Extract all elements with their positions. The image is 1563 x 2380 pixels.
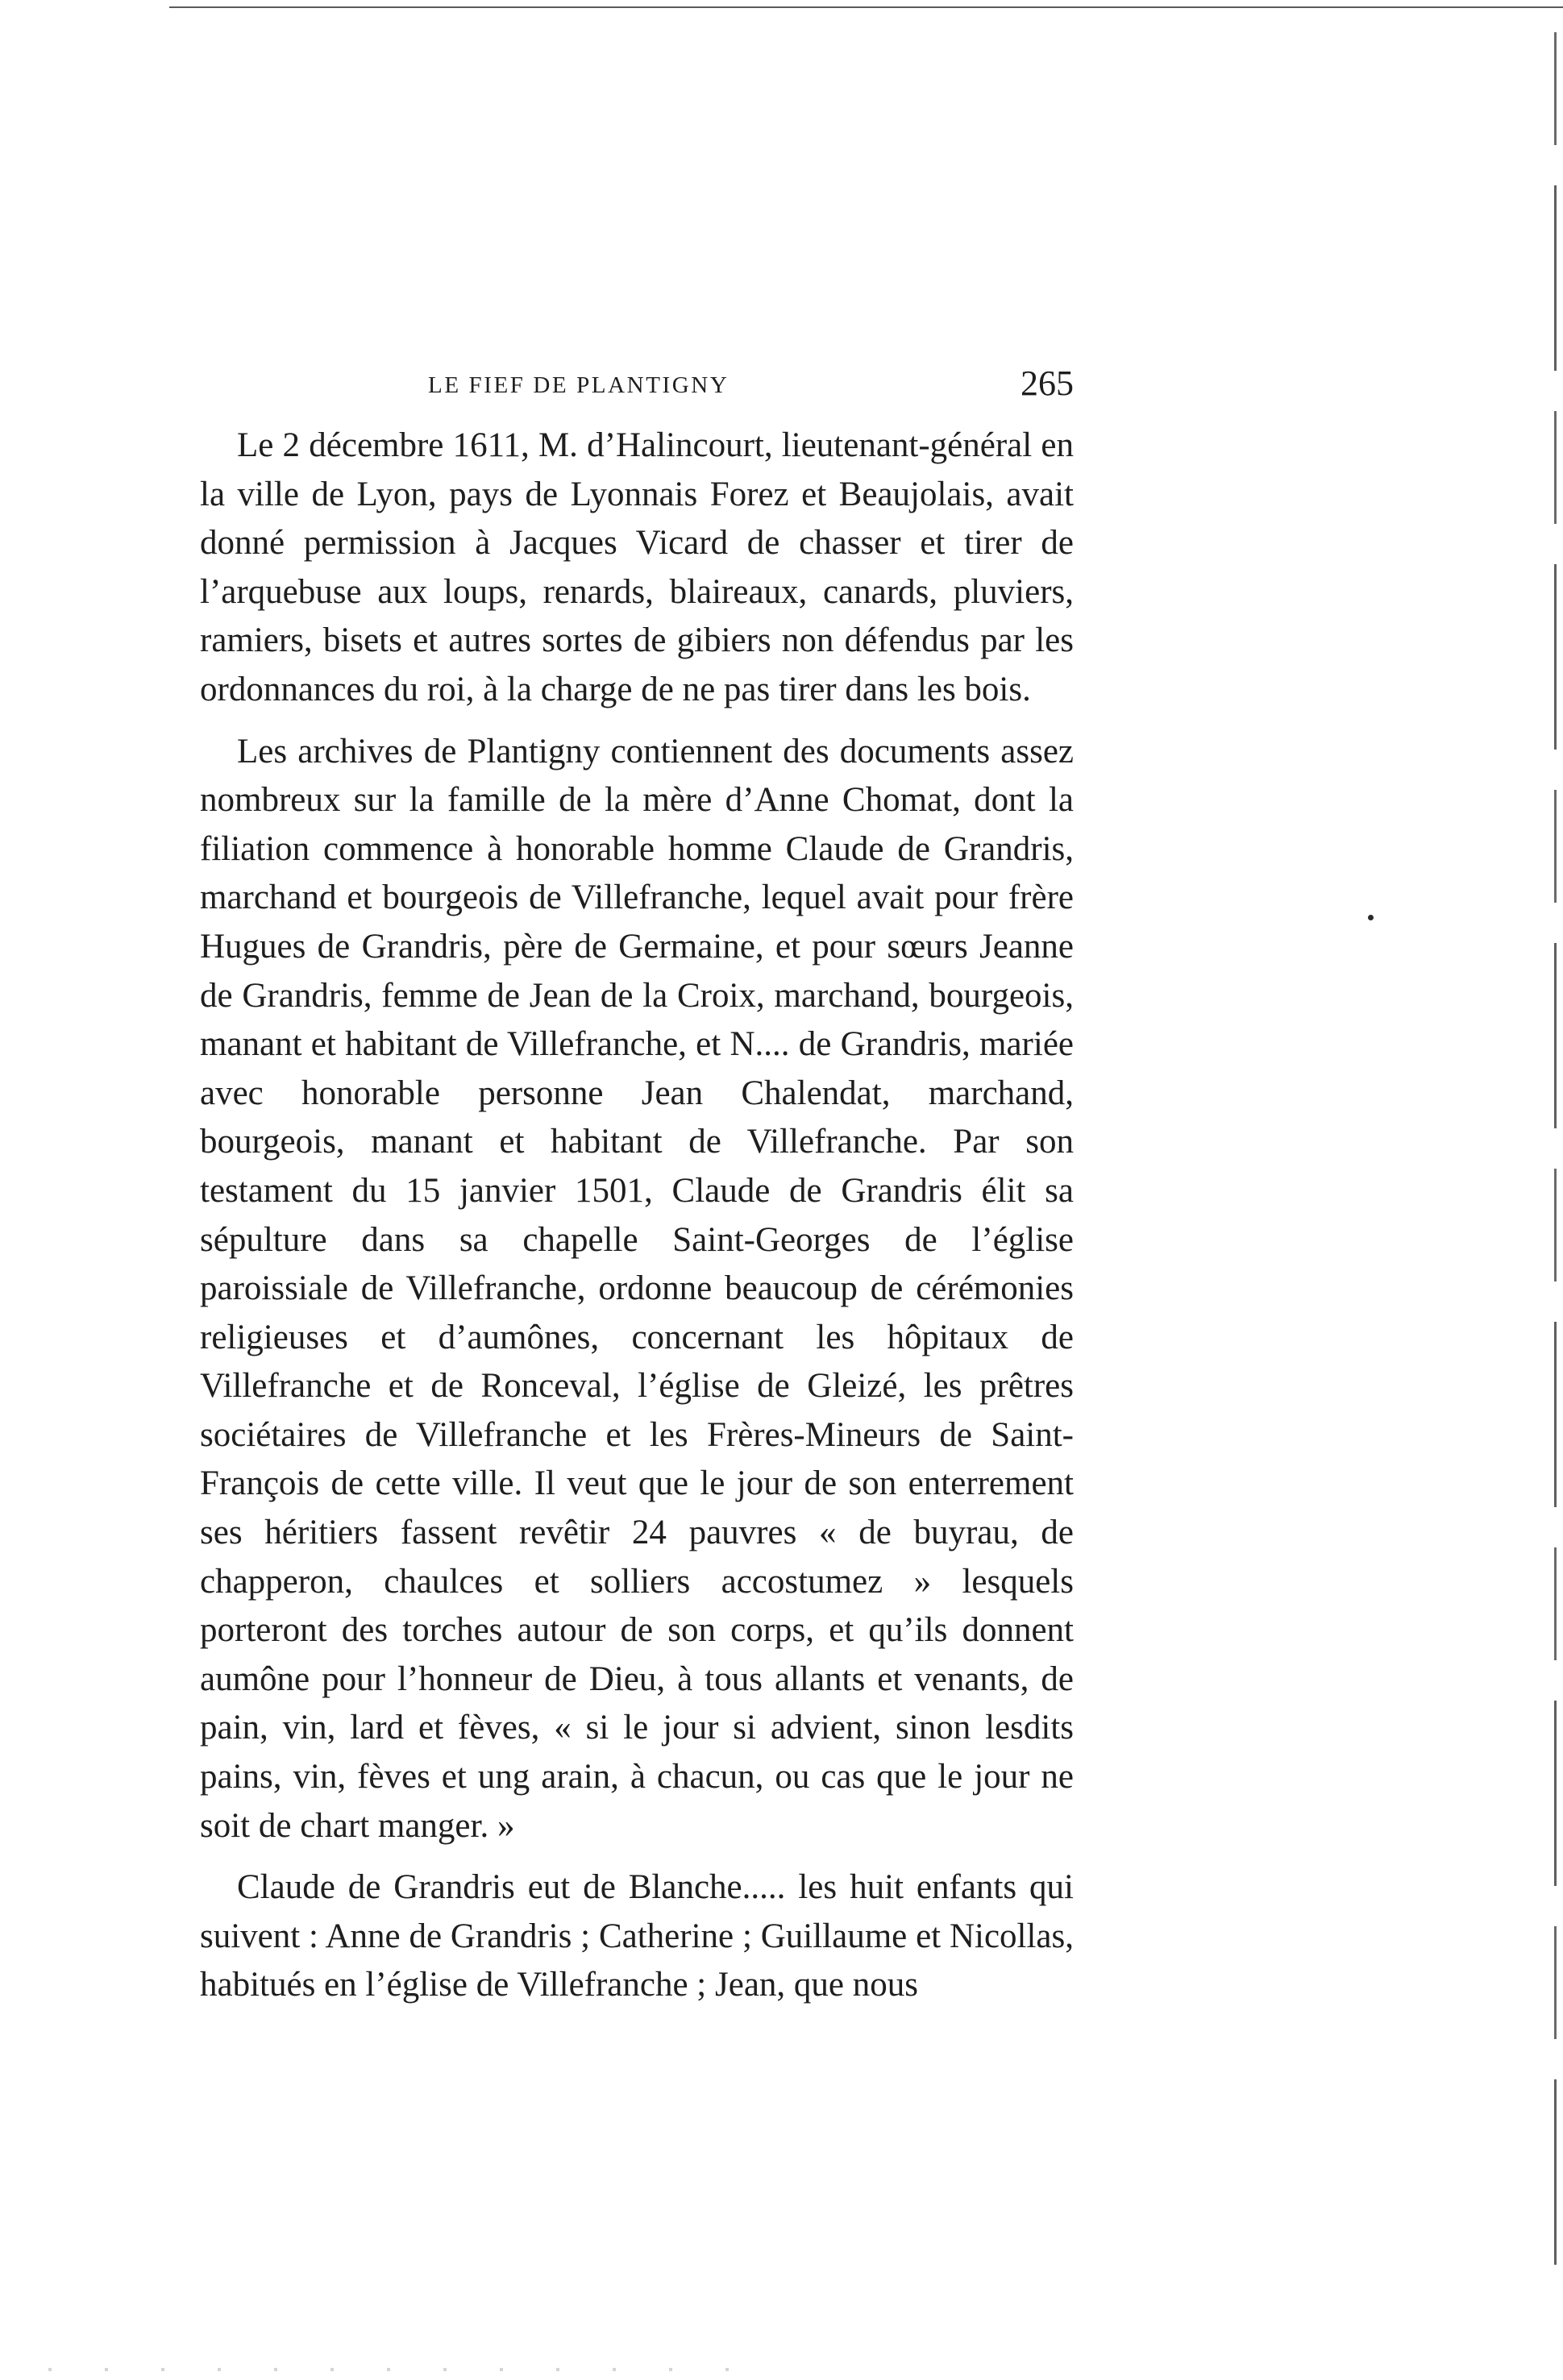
- page-number: 265: [1021, 363, 1074, 403]
- paragraph-3: Claude de Grandris eut de Blanche..... les huit enfants qui suivent : Anne de Grandris ; Catherine ; Guillaume et Nicollas, habitués en l’église de Villefranche ; Jean, que nous: [200, 1868, 1074, 2004]
- paragraph-1: Le 2 décembre 1611, M. d’Halincourt, lieutenant-général en la ville de Lyon, pays de Lyonnais Forez et Beaujolais, avait donné permission à Jacques Vicard de chasser et tirer de l’arquebuse aux loups, renards, blaireaux, canards, pluviers, ramiers, bisets et autres sortes de gibiers non défendus par les ordonnances du roi, à la charge de ne pas tirer dans les bois.: [200, 426, 1074, 708]
- running-header: [200, 363, 1074, 411]
- ink-speck: [1368, 915, 1374, 920]
- paragraph-2: Les archives de Plantigny contiennent des documents assez nombreux sur la famille de la mère d’Anne Chomat, dont la filiation commence à honorable homme Claude de Grandris, marchand et bourgeois de Villefranche, lequel avait pour frère Hugues de Grandris, père de Germaine, et pour sœurs Jeanne de Grandris, femme de Jean de la Croix, marchand, bourgeois, manant et habitant de Villefranche, et N.... de Grandris, mariée avec honorable personne Jean Chalendat, marchand, bourgeois, manant et habitant de Villefranche. Par son testament du 15 janvier 1501, Claude de Grandris élit sa sépulture dans sa chapelle Saint-Georges de l’église paroissiale de Villefranche, ordonne beaucoup de cérémonies religieuses et d’aumônes, concernant les hôpitaux de Villefranche et de Ronceval, l’église de Gleizé, les prêtres sociétaires de Villefranche et les Frères-Mineurs de Saint-François de cette ville. Il veut que le jour de son enterrement ses héritiers fassent revêtir 24 pauvres « de buyrau, de chapperon, chaulces et solliers accostumez » lesquels porteront des torches autour de son corps, et qu’ils donnent aumône pour l’honneur de Dieu, à tous allants et venants, de pain, vin, lard et fèves, « si le jour si advient, sinon lesdits pains, vin, fèves et ung arain, à chacun, ou cas que le jour ne soit de chart manger. »: [200, 732, 1074, 1845]
- bottom-edge-specks: [48, 2368, 774, 2371]
- right-page-edge: [1554, 32, 1557, 2305]
- running-title: LE FIEF DE PLANTIGNY: [428, 372, 730, 398]
- top-border-rule: [169, 6, 1563, 8]
- body-text: [200, 422, 1074, 2010]
